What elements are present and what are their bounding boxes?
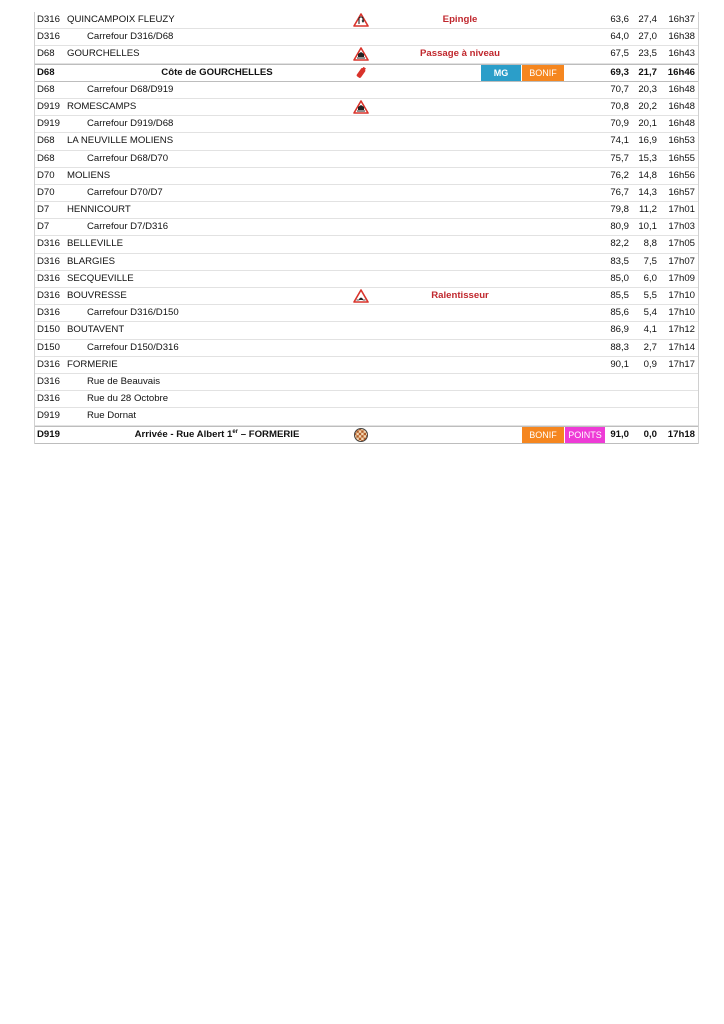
km-remaining: 5,5 (643, 290, 657, 301)
place-name (67, 322, 357, 338)
passage-time: 17h10 (668, 290, 695, 301)
passage-time: 17h12 (668, 324, 695, 336)
place-name (67, 427, 367, 443)
km-remaining: 10,1 (638, 221, 657, 233)
table-row (35, 99, 698, 116)
table-row (35, 254, 698, 271)
place-name-text: BOUTAVENT (67, 324, 125, 336)
place-name (87, 151, 377, 167)
place-name-text: FORMERIE (67, 358, 118, 370)
road-code: D316 (37, 272, 60, 284)
place-name-text: HENNICOURT (67, 204, 131, 216)
km-remaining: 2,7 (643, 341, 657, 353)
passage-time: 16h48 (668, 83, 695, 95)
road-code: D919 (37, 428, 60, 440)
route-note: Ralentisseur (431, 290, 489, 301)
km-remaining: 16,9 (638, 135, 657, 147)
place-name (67, 357, 357, 373)
road-code: D316 (37, 238, 60, 250)
km-remaining: 0,0 (643, 428, 657, 440)
table-row (35, 202, 698, 219)
table-row (35, 133, 698, 150)
place-name (67, 288, 357, 304)
table-row (35, 151, 698, 168)
place-name (87, 185, 377, 201)
place-name-text: BOUVRESSE (67, 290, 127, 301)
place-name-text: SECQUEVILLE (67, 272, 134, 284)
place-name-text: Carrefour D919/D68 (87, 118, 174, 130)
passage-time: 16h57 (668, 186, 695, 198)
passage-time: 17h01 (668, 204, 695, 216)
badge-bonif: BONIF (522, 65, 564, 81)
table-row (35, 12, 698, 29)
road-code: D316 (37, 375, 60, 387)
km-remaining: 6,0 (643, 272, 657, 284)
km-remaining: 8,8 (643, 238, 657, 250)
table-row (35, 271, 698, 288)
passage-time: 17h18 (667, 428, 695, 440)
km-remaining: 14,8 (638, 169, 657, 181)
road-code: D919 (37, 118, 60, 130)
table-row (35, 116, 698, 133)
passage-time: 16h43 (668, 48, 695, 60)
passage-time: 17h05 (668, 238, 695, 250)
road-code: D68 (37, 152, 55, 164)
road-code: D919 (37, 100, 60, 112)
km-remaining: 4,1 (643, 324, 657, 336)
place-name-text: LA NEUVILLE MOLIENS (67, 135, 174, 147)
km-covered: 70,8 (610, 100, 629, 112)
km-remaining: 20,1 (638, 118, 657, 130)
km-remaining (632, 391, 657, 407)
road-code: D316 (37, 31, 60, 43)
place-name-text: Rue de Beauvais (87, 375, 161, 387)
place-name (67, 12, 357, 28)
road-code: D316 (37, 290, 60, 301)
passage-time (661, 408, 695, 424)
place-name-text: Arrivée - Rue Albert 1 (134, 428, 233, 440)
badge-group (481, 65, 606, 81)
route-note: Passage à niveau (420, 48, 500, 60)
km-covered: 69,3 (610, 66, 629, 78)
road-code: D919 (37, 410, 60, 422)
place-name (67, 271, 357, 287)
km-remaining (632, 408, 657, 424)
km-covered: 76,7 (610, 186, 629, 198)
km-covered: 82,2 (610, 238, 629, 250)
table-row (35, 322, 698, 339)
badge-mg: MG (481, 65, 521, 81)
passage-time: 16h48 (668, 100, 695, 112)
road-code: D7 (37, 221, 50, 233)
place-name (67, 168, 357, 184)
km-covered: 80,9 (610, 221, 629, 233)
passage-time (661, 391, 695, 407)
table-row (35, 340, 698, 357)
road-code: D316 (37, 358, 60, 370)
road-code: D68 (37, 135, 55, 147)
place-name-tail: – FORMERIE (238, 428, 300, 440)
place-name-text: Carrefour D150/D316 (87, 341, 179, 353)
place-name (87, 408, 377, 424)
passage-time: 16h37 (668, 14, 695, 25)
km-covered: 74,1 (610, 135, 629, 147)
km-remaining: 20,2 (638, 100, 657, 112)
badge-group (481, 427, 606, 443)
table-row (35, 391, 698, 408)
table-row (35, 185, 698, 202)
km-covered (601, 408, 629, 424)
place-name (87, 116, 377, 132)
place-name (67, 65, 367, 81)
passage-time: 16h38 (668, 31, 695, 43)
place-name-text: Carrefour D316/D150 (87, 307, 179, 319)
passage-time: 16h56 (668, 169, 695, 181)
passage-time: 17h10 (668, 307, 695, 319)
km-remaining: 7,5 (643, 255, 657, 267)
km-covered (601, 391, 629, 407)
road-code: D316 (37, 14, 60, 25)
km-covered: 88,3 (610, 341, 629, 353)
road-code: D70 (37, 186, 55, 198)
place-name-text: Côte de GOURCHELLES (161, 66, 273, 78)
road-code: D70 (37, 169, 55, 181)
table-row (35, 408, 698, 425)
place-name-text: ROMESCAMPS (67, 100, 137, 112)
road-code: D150 (37, 324, 60, 336)
km-covered: 64,0 (610, 31, 629, 43)
passage-time: 17h14 (668, 341, 695, 353)
place-name-text: Rue Dornat (87, 410, 137, 422)
km-remaining: 5,4 (643, 307, 657, 319)
level-crossing-sign-icon (350, 46, 372, 62)
passage-time: 16h53 (668, 135, 695, 147)
table-row (35, 29, 698, 46)
km-remaining: 0,9 (643, 358, 657, 370)
place-name-text: Rue du 28 Octobre (87, 393, 169, 405)
passage-time: 17h03 (668, 221, 695, 233)
km-covered (601, 374, 629, 390)
climb-marker-icon (350, 65, 372, 81)
passage-time: 17h09 (668, 272, 695, 284)
km-covered: 83,5 (610, 255, 629, 267)
km-remaining: 27,0 (638, 31, 657, 43)
km-covered: 79,8 (610, 204, 629, 216)
km-remaining: 21,7 (638, 66, 657, 78)
route-note: Epingle (442, 14, 478, 25)
place-name-text: BLARGIES (67, 255, 115, 267)
level-crossing-sign-icon (350, 99, 372, 115)
km-covered: 85,6 (610, 307, 629, 319)
route-schedule-table (34, 12, 699, 444)
road-code: D316 (37, 307, 60, 319)
km-remaining: 27,4 (638, 14, 657, 25)
road-code: D68 (37, 83, 55, 95)
km-covered: 91,0 (610, 428, 629, 440)
table-row (35, 426, 698, 444)
table-row (35, 374, 698, 391)
table-row (35, 64, 698, 82)
place-name (67, 46, 357, 62)
passage-time: 16h46 (667, 66, 695, 78)
badge-points: POINTS (565, 427, 605, 443)
place-name-text: Carrefour D68/D919 (87, 83, 174, 95)
km-covered: 76,2 (610, 169, 629, 181)
road-code: D150 (37, 341, 60, 353)
passage-time: 17h07 (668, 255, 695, 267)
km-covered: 90,1 (610, 358, 629, 370)
km-remaining: 14,3 (638, 186, 657, 198)
table-row (35, 288, 698, 305)
place-name (87, 305, 377, 321)
road-code: D316 (37, 393, 60, 405)
place-name (67, 254, 357, 270)
table-row (35, 168, 698, 185)
badge-bonif: BONIF (522, 427, 564, 443)
hairpin-bend-sign-icon (350, 12, 372, 28)
speed-bump-sign-icon (350, 288, 372, 304)
place-name-text: MOLIENS (67, 169, 111, 181)
place-name (87, 391, 377, 407)
km-covered: 85,0 (610, 272, 629, 284)
place-name (87, 219, 377, 235)
passage-time: 16h55 (668, 152, 695, 164)
km-covered: 63,6 (610, 14, 629, 25)
table-row (35, 82, 698, 99)
km-remaining: 20,3 (638, 83, 657, 95)
place-name-text: BELLEVILLE (67, 238, 124, 250)
km-covered: 70,9 (610, 118, 629, 130)
km-remaining (632, 374, 657, 390)
table-row (35, 305, 698, 322)
place-name (67, 236, 357, 252)
road-code: D68 (37, 48, 55, 60)
km-covered: 67,5 (610, 48, 629, 60)
checkered-finish-icon (350, 427, 372, 443)
superscript-text: er (232, 428, 239, 435)
place-name (87, 340, 377, 356)
road-code: D68 (37, 66, 55, 78)
place-name (87, 82, 377, 98)
km-covered: 75,7 (610, 152, 629, 164)
place-name (87, 374, 377, 390)
km-covered: 85,5 (610, 290, 629, 301)
table-row (35, 219, 698, 236)
place-name (87, 29, 377, 45)
place-name-text: QUINCAMPOIX FLEUZY (67, 14, 175, 25)
passage-time: 16h48 (668, 118, 695, 130)
place-name-text: Carrefour D316/D68 (87, 31, 174, 43)
km-remaining: 11,2 (639, 204, 657, 216)
km-covered: 86,9 (610, 324, 629, 336)
table-row (35, 236, 698, 253)
km-covered: 70,7 (610, 83, 629, 95)
place-name (67, 133, 357, 149)
table-row (35, 357, 698, 374)
place-name-text: GOURCHELLES (67, 48, 140, 60)
km-remaining: 23,5 (638, 48, 657, 60)
road-code: D7 (37, 204, 50, 216)
table-row (35, 46, 698, 63)
km-remaining: 15,3 (638, 152, 657, 164)
passage-time: 17h17 (668, 358, 695, 370)
place-name-text: Carrefour D70/D7 (87, 186, 163, 198)
place-name-text: Carrefour D68/D70 (87, 152, 169, 164)
passage-time (661, 374, 695, 390)
place-name-text: Carrefour D7/D316 (87, 221, 169, 233)
place-name (67, 99, 357, 115)
place-name (67, 202, 357, 218)
road-code: D316 (37, 255, 60, 267)
